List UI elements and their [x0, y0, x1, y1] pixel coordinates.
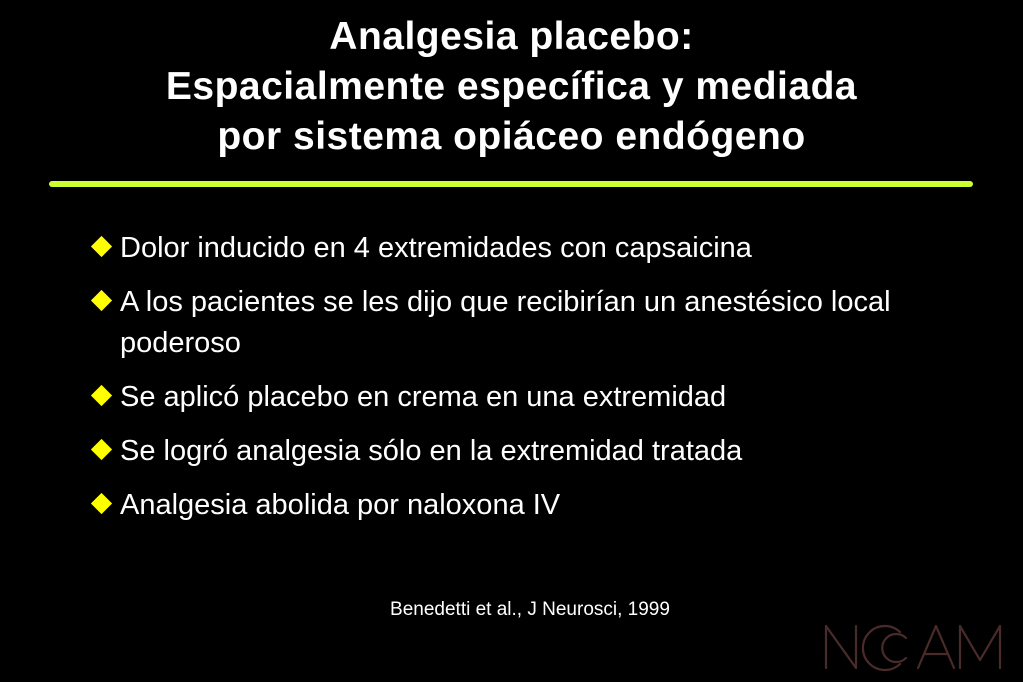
diamond-bullet-icon — [88, 431, 120, 472]
title-line-2: Espacialmente específica y mediada — [165, 65, 858, 108]
title-line-1: Analgesia placebo: — [329, 15, 694, 58]
bullet-list — [88, 228, 968, 539]
citation: Benedetti et al., J Neurosci, 1999 — [390, 599, 670, 620]
title-divider — [49, 181, 973, 187]
bullet-item — [88, 228, 968, 269]
bullet-text: Analgesia abolida por naloxona IV — [120, 489, 561, 521]
title-line-3: por sistema opiáceo endógeno — [217, 115, 806, 158]
bullet-text: Se logró analgesia sólo en la extremidad tratada — [120, 435, 743, 467]
diamond-bullet-icon — [88, 228, 120, 269]
bullet-text: A los pacientes se les dijo que recibirían un anestésico local poderoso — [120, 286, 891, 359]
slide-title — [30, 12, 993, 162]
nccam-logo — [822, 620, 1008, 672]
bullet-item — [88, 377, 968, 418]
bullet-item — [88, 282, 968, 364]
diamond-bullet-icon — [88, 485, 120, 526]
bullet-item — [88, 431, 968, 472]
diamond-bullet-icon — [88, 282, 120, 323]
bullet-text: Dolor inducido en 4 extremidades con capsaicina — [120, 232, 752, 264]
bullet-text: Se aplicó placebo en crema en una extremidad — [120, 381, 727, 413]
bullet-item — [88, 485, 968, 526]
diamond-bullet-icon — [88, 377, 120, 418]
